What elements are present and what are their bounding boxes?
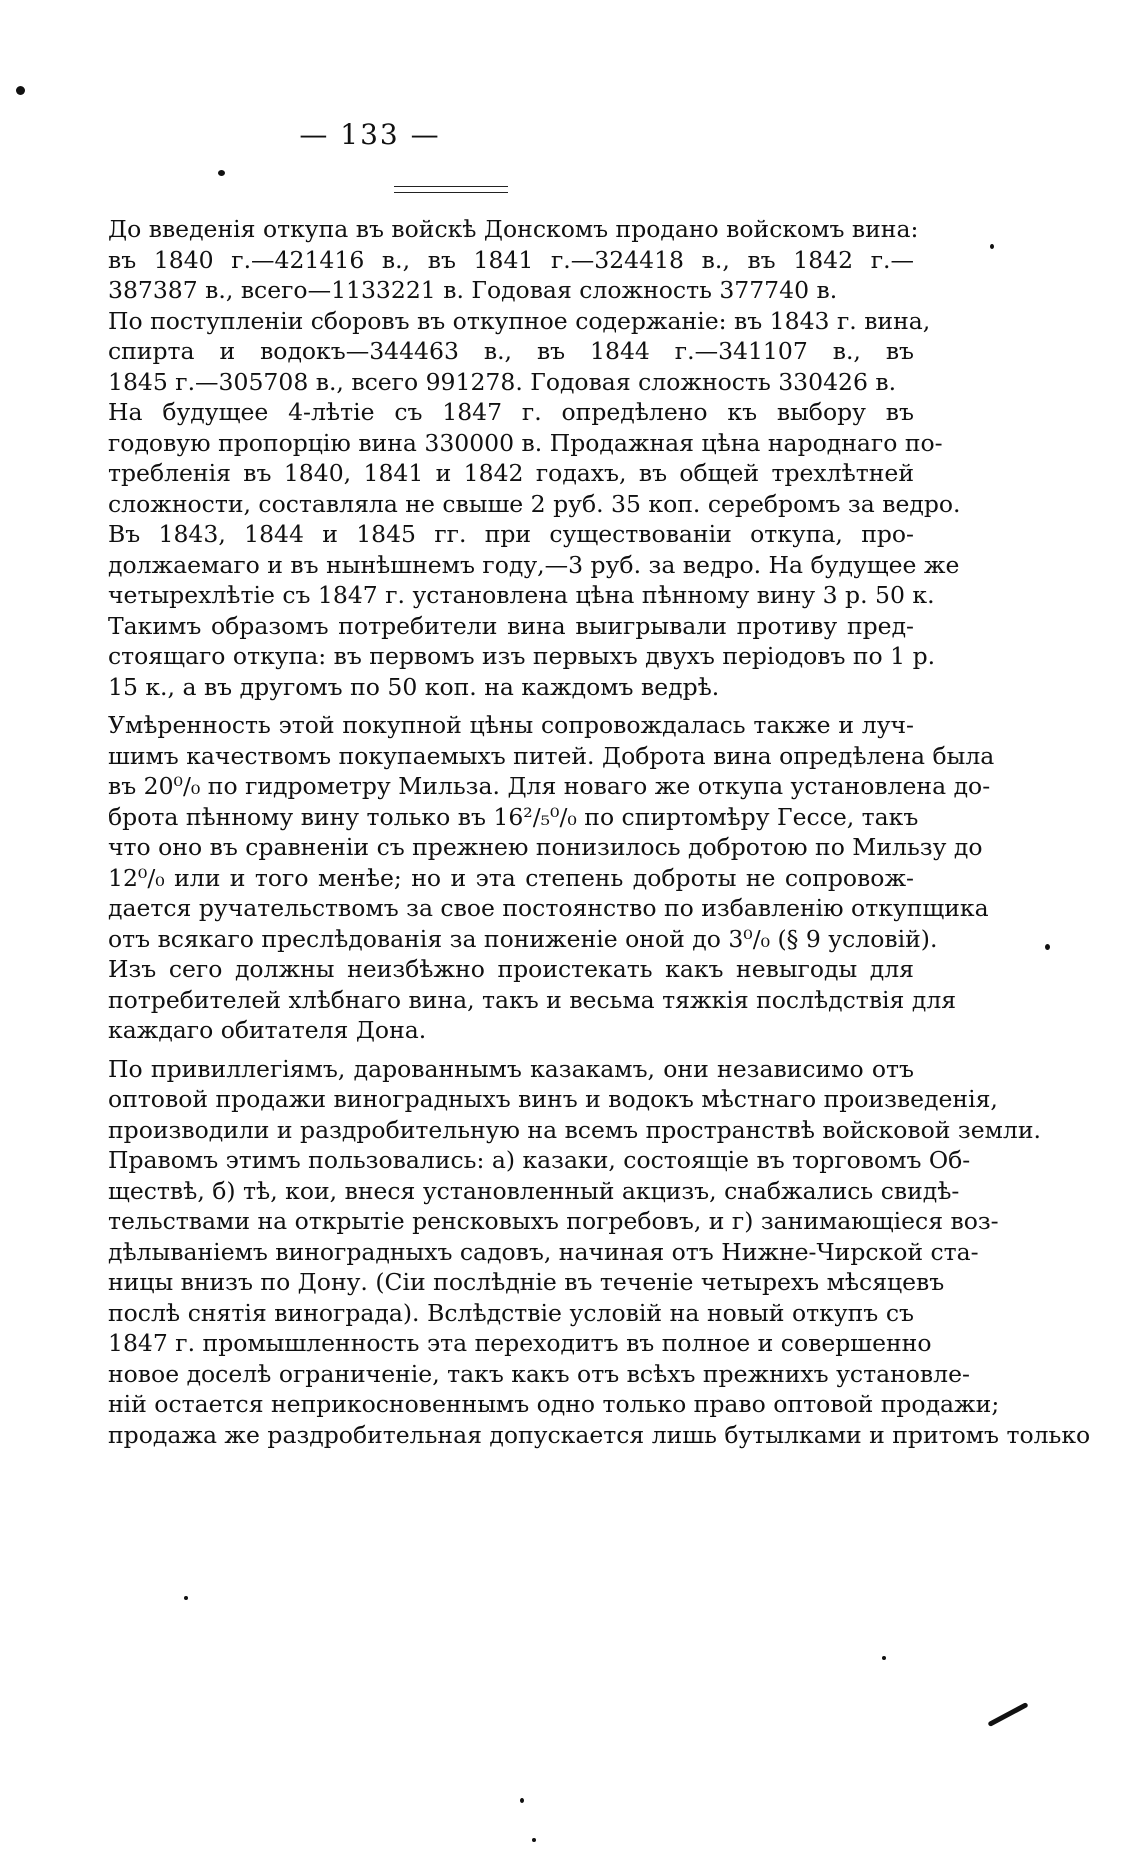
print-speck (532, 1838, 536, 1842)
text-line: продажа же раздробительная допускается лишь бутылками и притомъ только (108, 1420, 1091, 1449)
text-line: сложности, составляла не свыше 2 руб. 35 коп. серебромъ за ведро. (108, 489, 961, 518)
text-line: Въ 1843, 1844 и 1845 гг. при существованіи откупа, про- (108, 520, 914, 548)
print-speck (218, 170, 225, 176)
text-line: тельствами на открытіе ренсковыхъ погребовъ, и г) занимающіеся воз- (108, 1207, 999, 1235)
print-speck (1045, 944, 1050, 950)
text-line: что оно въ сравненіи съ прежнею понизилось добротою по Мильзу до (108, 833, 983, 861)
print-speck (16, 86, 25, 95)
text-line: каждаго обитателя Дона. (108, 1016, 427, 1044)
text-line: Изъ сего должны неизбѣжно проистекать какъ невыгоды для (108, 955, 914, 983)
text-line: въ 1840 г.—421416 в., въ 1841 г.—324418 в., въ 1842 г.— (108, 245, 914, 274)
print-speck (882, 1656, 886, 1660)
header-rule (394, 186, 508, 193)
text-line: въ 20⁰/₀ по гидрометру Мильза. Для новаго же откупа установлена до- (108, 772, 991, 800)
text-line: По поступленіи сборовъ въ откупное содержаніе: въ 1843 г. вина, (108, 306, 931, 335)
text-line: Такимъ образомъ потребители вина выигрывали противу пред- (108, 611, 914, 640)
text-line: Правомъ этимъ пользовались: а) казаки, состоящіе въ торговомъ Об- (108, 1146, 971, 1174)
text-line: оптовой продажи виноградныхъ винъ и водокъ мѣстнаго произведенія, (108, 1085, 998, 1113)
text-line: спирта и водокъ—344463 в., въ 1844 г.—341107 в., въ (108, 337, 914, 365)
text-line: ницы внизъ по Дону. (Сіи послѣдніе въ теченіе четырехъ мѣсяцевъ (108, 1268, 945, 1296)
body-text (108, 214, 1091, 1450)
print-speck (990, 244, 994, 249)
text-line: 387387 в., всего—1133221 в. Годовая сложность 377740 в. (108, 276, 838, 304)
text-line: брота пѣнному вину только въ 16²/₅⁰/₀ по спиртомѣру Гессе, такъ (108, 802, 919, 831)
text-line: ній остается неприкосновеннымъ одно только право оптовой продажи; (108, 1390, 1000, 1418)
text-line: производили и раздробительную на всемъ пространствѣ войсковой земли. (108, 1115, 1041, 1144)
text-line: дѣлываніемъ виноградныхъ садовъ, начиная отъ Нижне-Чирской ста- (108, 1237, 979, 1266)
text-line: стоящаго откупа: въ первомъ изъ первыхъ двухъ періодовъ по 1 р. (108, 642, 936, 670)
text-line: потребителей хлѣбнаго вина, такъ и весьма тяжкія послѣдствія для (108, 985, 957, 1014)
paragraph-gap (108, 1046, 914, 1054)
text-line: требленія въ 1840, 1841 и 1842 годахъ, въ общей трехлѣтней (108, 459, 914, 487)
print-mark (987, 1702, 1028, 1727)
print-speck (184, 1596, 188, 1600)
print-speck (520, 1798, 524, 1803)
text-line: 12⁰/₀ или и того менѣе; но и эта степень доброты не сопровож- (108, 863, 914, 892)
text-line: ществѣ, б) тѣ, кои, внеся установленный акцизъ, снабжались свидѣ- (108, 1176, 960, 1205)
text-line: дается ручательствомъ за свое постоянство по избавленію откупщика (108, 894, 989, 922)
text-line: годовую пропорцію вина 330000 в. Продажная цѣна народнаго по- (108, 428, 943, 457)
text-line: послѣ снятія винограда). Вслѣдствіе условій на новый откупъ съ (108, 1298, 914, 1327)
paragraph-gap (108, 702, 914, 710)
text-line: шимъ качествомъ покупаемыхъ питей. Доброта вина опредѣлена была (108, 741, 995, 770)
text-line: До введенія откупа въ войскѣ Донскомъ продано войскомъ вина: (108, 215, 919, 243)
text-line: По привиллегіямъ, дарованнымъ казакамъ, они независимо отъ (108, 1054, 914, 1083)
text-line: должаемаго и въ нынѣшнемъ году,—3 руб. за ведро. На будущее же (108, 550, 960, 579)
text-line: 1845 г.—305708 в., всего 991278. Годовая сложность 330426 в. (108, 367, 897, 396)
text-line: новое доселѣ ограниченіе, такъ какъ отъ всѣхъ прежнихъ установле- (108, 1359, 970, 1388)
text-line: 15 к., а въ другомъ по 50 коп. на каждомъ ведрѣ. (108, 672, 720, 701)
page-number: — 133 — (299, 118, 441, 151)
text-line: четырехлѣтіе съ 1847 г. установлена цѣна пѣнному вину 3 р. 50 к. (108, 581, 935, 609)
text-line: 1847 г. промышленность эта переходитъ въ полное и совершенно (108, 1329, 932, 1357)
text-line: Умѣренность этой покупной цѣны сопровождалась также и луч- (108, 711, 914, 739)
text-line: отъ всякаго преслѣдованія за пониженіе оной до 3⁰/₀ (§ 9 условій). (108, 924, 938, 953)
text-line: На будущее 4-лѣтіе съ 1847 г. опредѣлено къ выбору въ (108, 398, 914, 426)
